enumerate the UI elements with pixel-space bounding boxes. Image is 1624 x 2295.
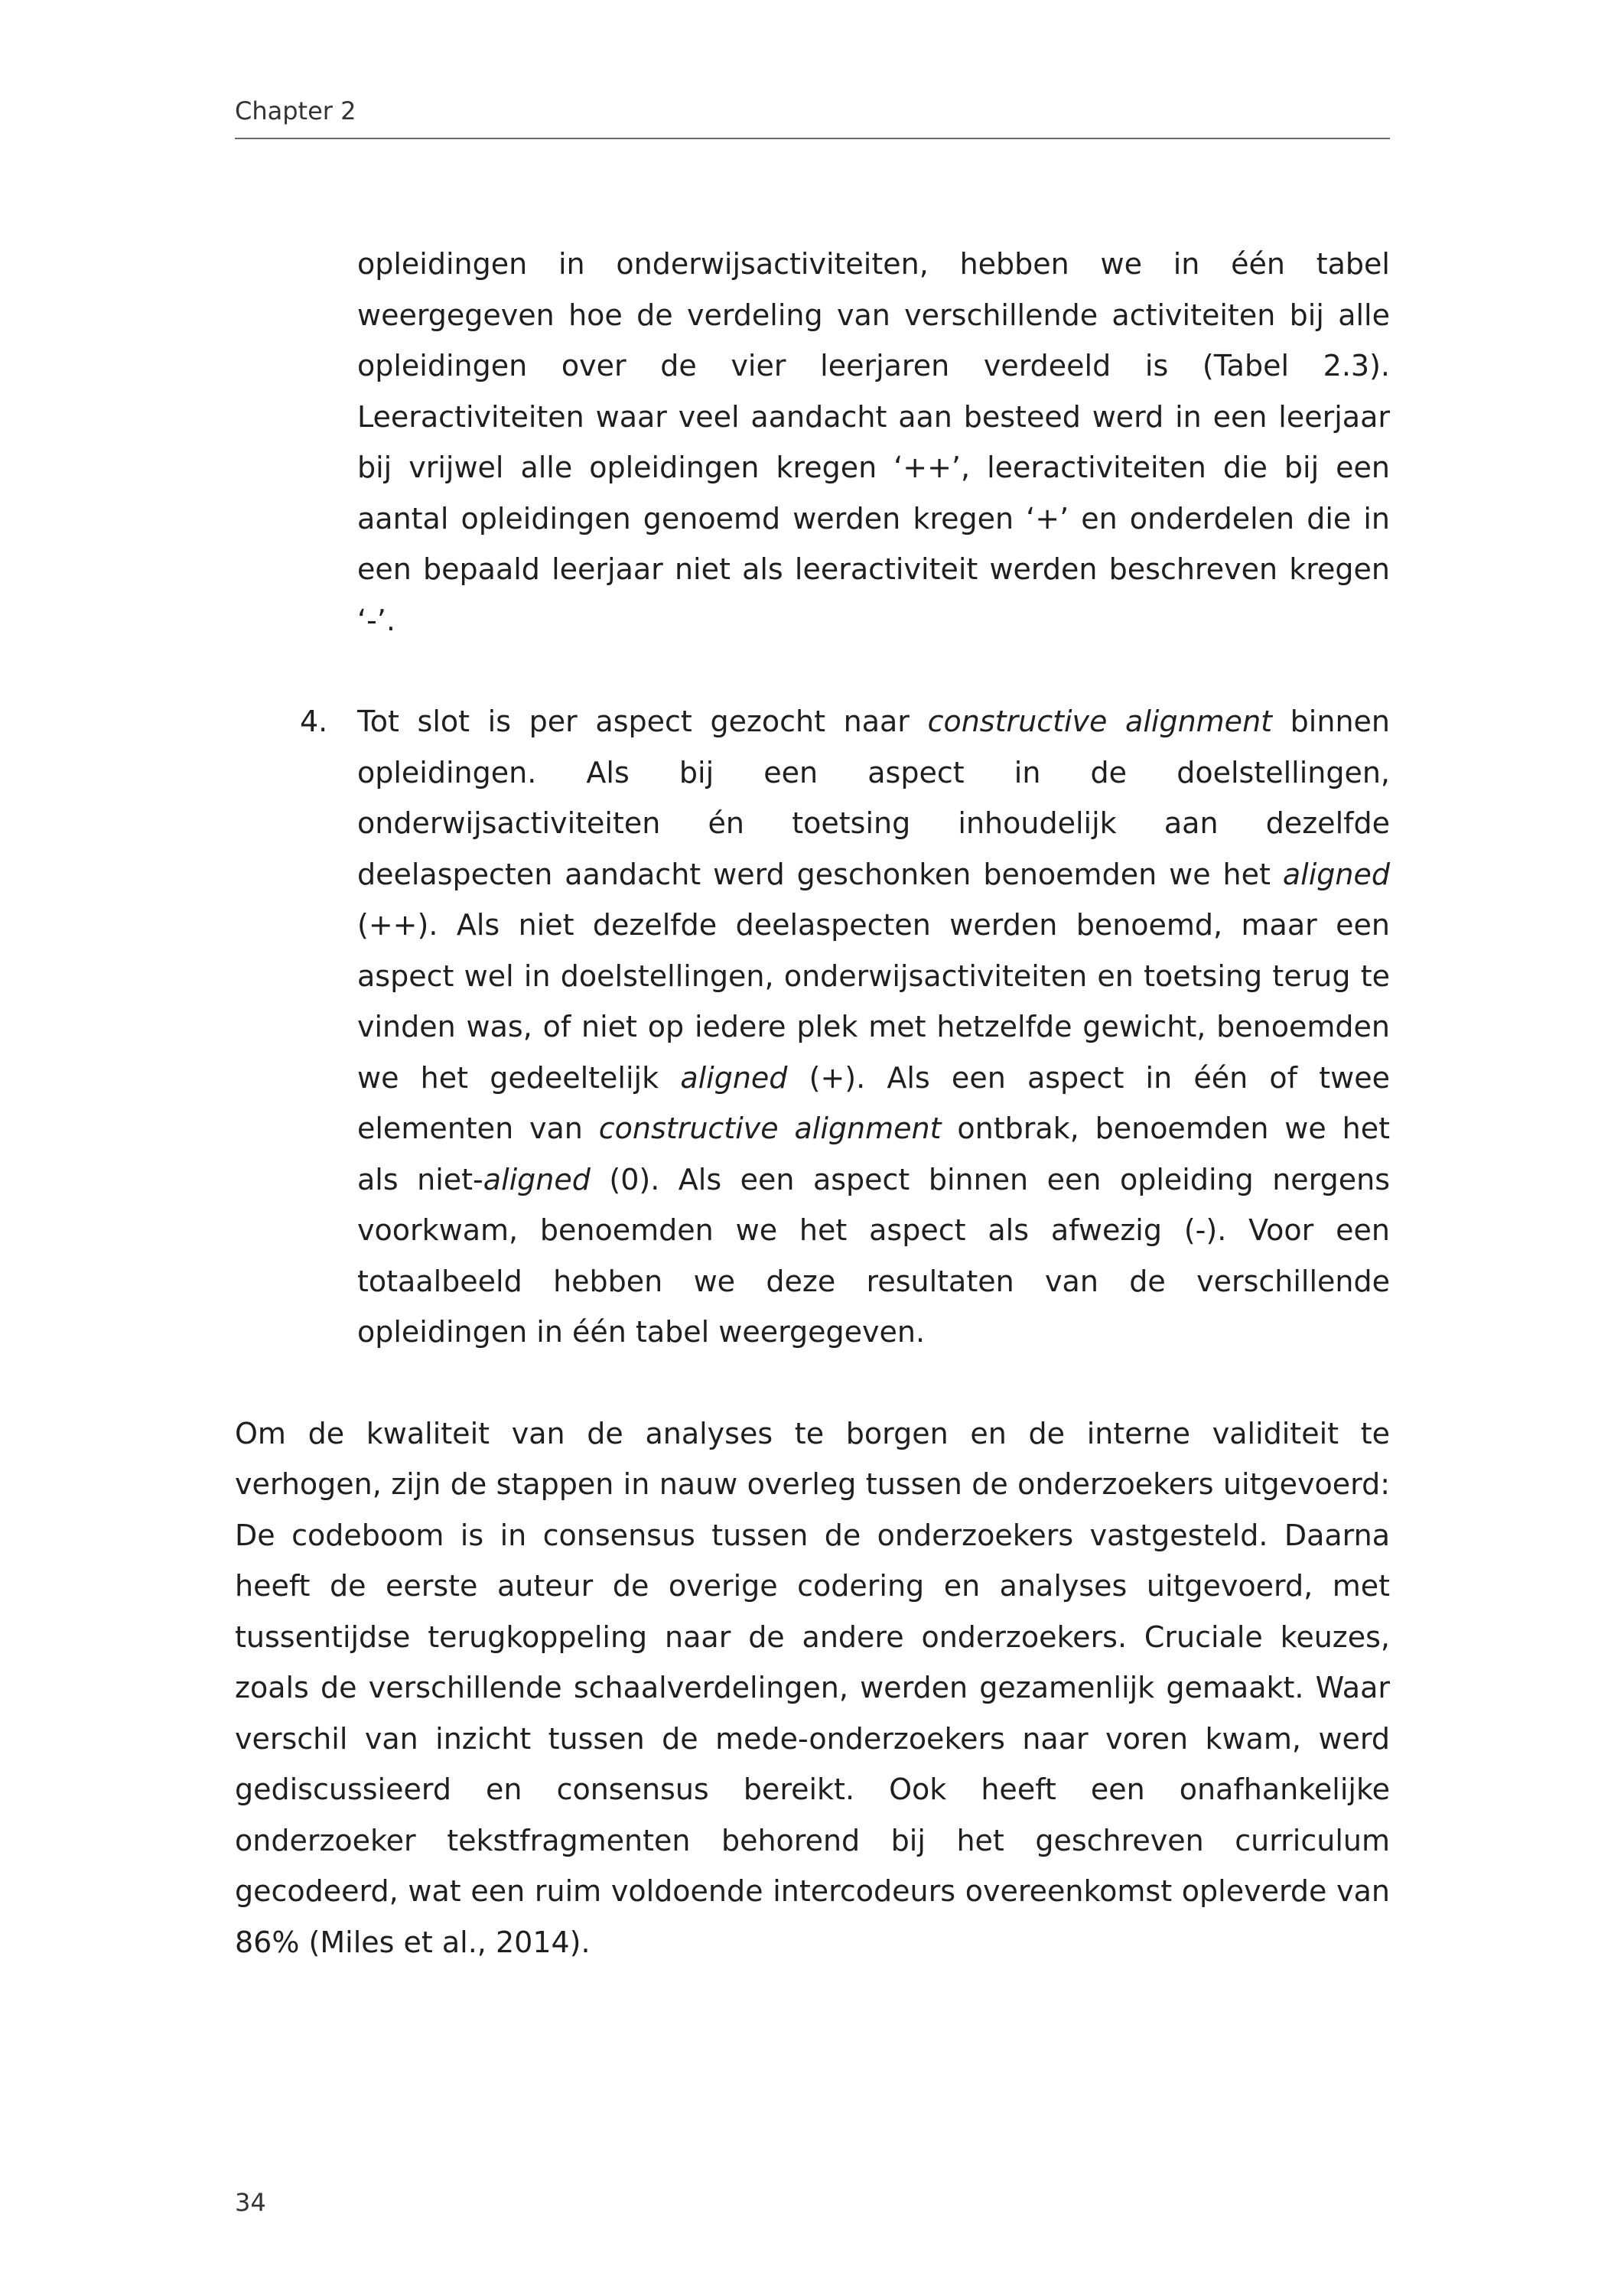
italic-term: constructive alignment [927,705,1273,738]
continuation-paragraph: opleidingen in onderwijsactiviteiten, hebben we in één tabel weergegeven hoe de verdeling van verschillende activiteiten bij alle opleidingen over de vier leerjaren verdeeld is (Tabel 2.3). Leeractiviteiten waar veel aandacht aan besteed werd in een leerjaar bij vrijwel alle opleidingen kregen ‘++’, leeractiviteiten die bij een aantal opleidingen genoemd werden kregen ‘+’ en onderdelen die in een bepaald leerjaar niet als leeractiviteit werden beschreven kregen ‘-’. [357,247,1390,637]
italic-term: aligned [483,1162,591,1196]
italic-term: constructive alignment [598,1112,942,1145]
italic-term: aligned [1282,857,1390,891]
running-header [235,96,1390,139]
list-item-4 [300,696,1391,1358]
text-segment: (+). Als een aspect in één of twee elementen van [357,1060,1390,1145]
page-number: 34 [235,2188,266,2217]
closing-paragraph: Om de kwaliteit van de analyses te borgen en de interne validiteit te verhogen, zijn de stappen in nauw overleg tussen de onderzoekers uitgevoerd: De codeboom is in consensus tussen de onderzoekers vastgesteld. Daarna heeft de eerste auteur de overige codering en analyses uitgevoerd, met tussentijdse terugkoppeling naar de andere onderzoekers. Cruciale keuzes, zoals de verschillende schaalverdelingen, werden gezamenlijk gemaakt. Waar verschil van inzicht tussen de mede-onderzoekers naar voren kwam, werd gediscussieerd en consensus bereikt. Ook heeft een onafhankelijke onderzoeker tekstfragmenten behorend bij het geschreven curriculum gecodeerd, wat een ruim voldoende intercodeurs overeenkomst opleverde van 86% (Miles et al., 2014). [235,1416,1390,1959]
list-item-number: 4. [300,705,328,738]
page-body [235,239,1390,1968]
text-segment: binnen opleidingen. Als bij een aspect in de doelstellingen, onderwijsactiviteiten én toetsing inhoudelijk aan dezelfde deelaspecten aandacht werd geschonken benoemden we het [357,705,1390,891]
text-segment: ontbrak, benoemden we het als niet- [357,1112,1390,1196]
list-item-text [357,696,1390,1358]
chapter-title: Chapter 2 [235,96,356,125]
text-segment: Tot slot is per aspect gezocht naar [357,705,928,738]
italic-term: aligned [680,1060,788,1095]
text-segment: (++). Als niet dezelfde deelaspecten werden benoemd, maar een aspect wel in doelstellingen, onderwijsactiviteiten en toetsing terug te vinden was, of niet op iedere plek met hetzelfde gewicht, benoemden we het gedeeltelijk [357,908,1390,1095]
text-segment: (0). Als een aspect binnen een opleiding nergens voorkwam, benoemden we het aspect als afwezig (-). Voor een totaalbeeld hebben we deze resultaten van de verschillende opleidingen in één tabel weergegeven. [357,1162,1391,1349]
